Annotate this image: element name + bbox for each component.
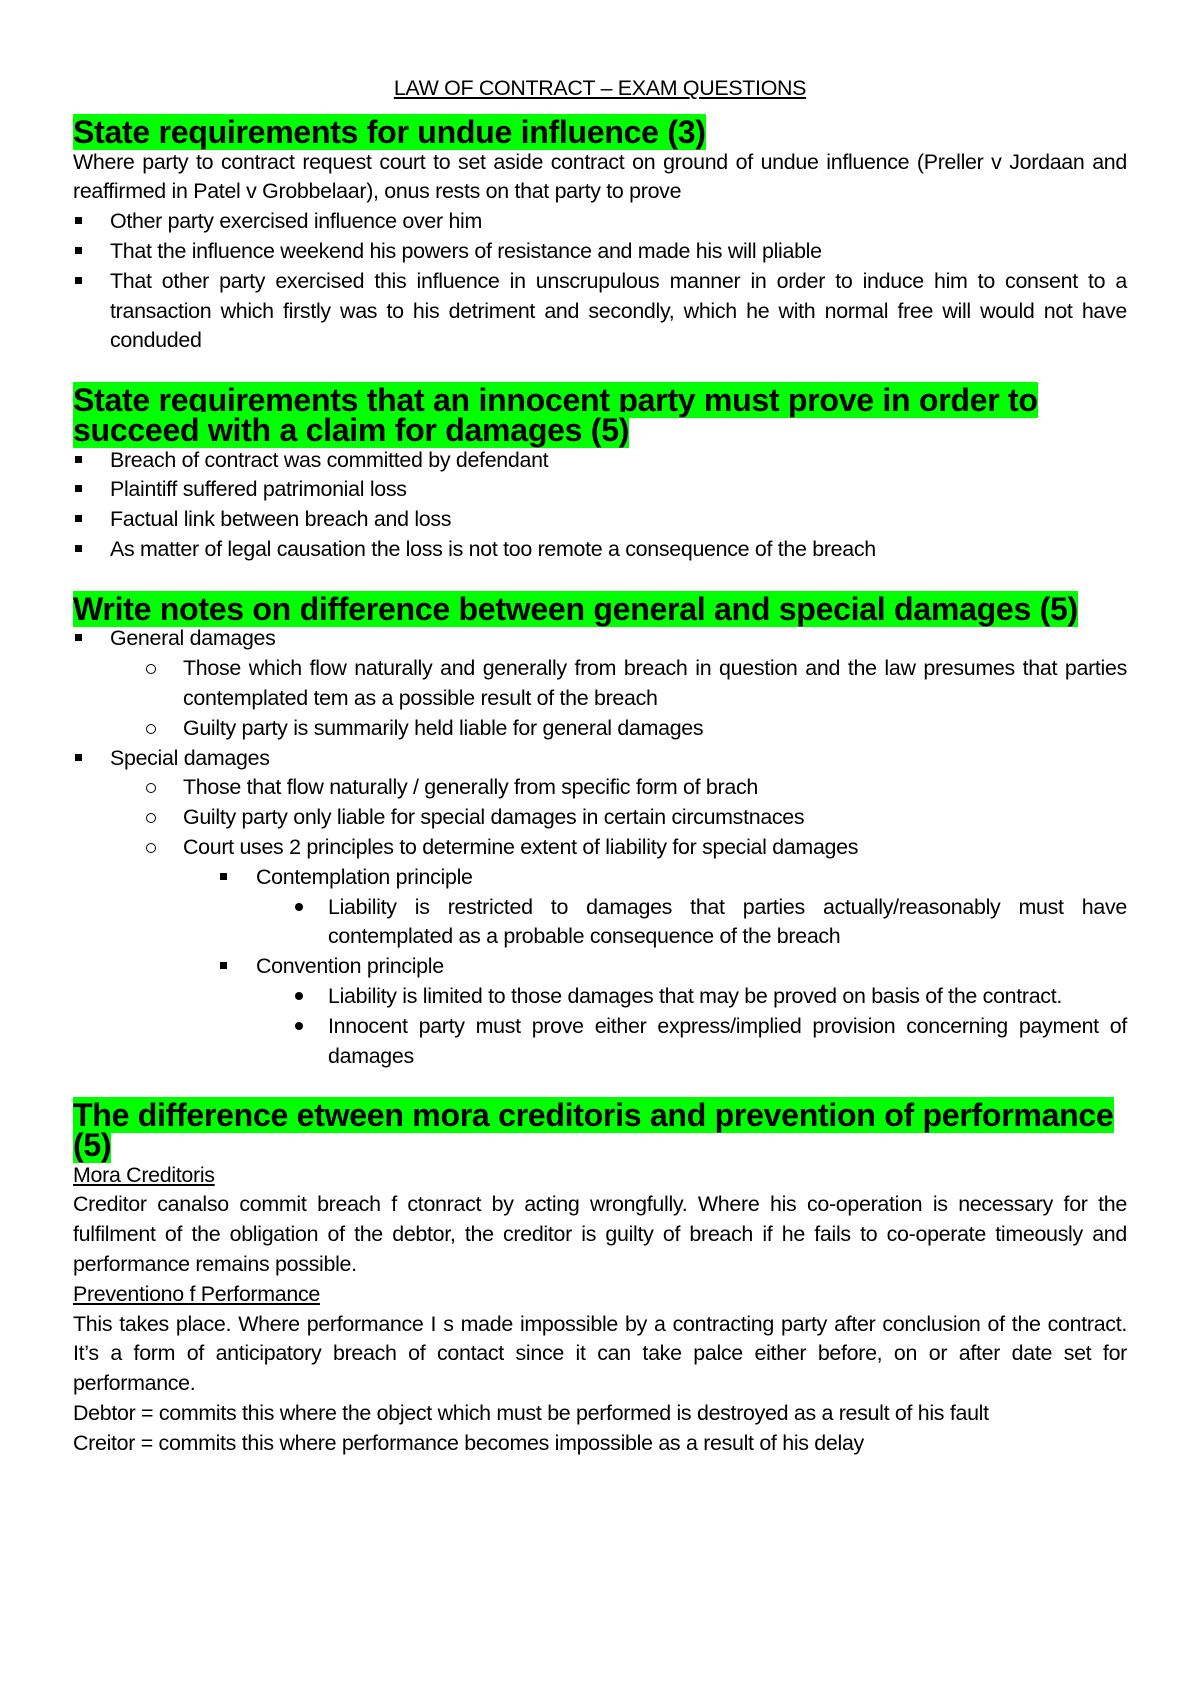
section-general-special-damages — [73, 590, 1127, 1072]
list-item: That other party exercised this influence in unscrupulous manner in order to induce him to consent to a transaction which firstly was to his detriment and secondly, which he with normal free will would not have conduded — [73, 267, 1127, 356]
list-item: Other party exercised influence over him — [73, 207, 1127, 237]
sub-list-item: Those that flow naturally / generally from specific form of brach — [73, 773, 1127, 803]
list-item: That the influence weekend his powers of resistance and made his will pliable — [73, 237, 1127, 267]
principle-item-convention: Convention principle — [73, 952, 1127, 982]
sub-list-item: Those which flow naturally and generally from breach in question and the law presumes that parties contemplated tem as a possible result of the breach — [73, 654, 1127, 714]
document-title: LAW OF CONTRACT – EXAM QUESTIONS — [393, 76, 807, 100]
bullet-list — [73, 207, 1127, 356]
section-intro: Where party to contract request court to set aside contract on ground of undue influence (Preller v Jordaan and reaffirmed in Patel v Grobbelaar), onus rests on that party to prove — [73, 149, 1127, 204]
principle-item-contemplation: Contemplation principle — [73, 863, 1127, 893]
highlighted-heading-text: State requirements for undue influence (3) — [73, 113, 706, 150]
subheading-mora-creditoris: Mora Creditoris — [73, 1162, 215, 1187]
section-undue-influence — [73, 113, 1127, 356]
principle-detail: Liability is restricted to damages that parties actually/reasonably must have contemplated as a probable consequence of the breach — [73, 893, 1127, 953]
bullet-list — [73, 624, 1127, 1071]
subheading-prevention-of-performance: Preventiono f Performance — [73, 1281, 320, 1306]
section-heading — [73, 113, 1127, 150]
list-item: Plaintiff suffered patrimonial loss — [73, 475, 1127, 505]
paragraph-prevention-of-performance: This takes place. Where performance I s made impossible by a contracting party after conclusion of the contract. It’s a form of anticipatory breach of contact since it can take palce either before, on or after date set for performance. — [73, 1311, 1127, 1396]
section-claim-for-damages — [73, 381, 1127, 565]
section-heading — [73, 1097, 1127, 1163]
list-item-general-damages: General damages — [73, 624, 1127, 654]
section-heading — [73, 381, 1127, 448]
list-item: Breach of contract was committed by defendant — [73, 446, 1127, 476]
highlighted-heading-text: Write notes on difference between general and special damages (5) — [73, 590, 1078, 627]
bullet-list — [73, 446, 1127, 565]
highlighted-heading-text: The difference etween mora creditoris and prevention of performance (5) — [73, 1097, 1114, 1163]
principle-detail: Liability is limited to those damages that may be proved on basis of the contract. — [73, 982, 1127, 1012]
list-item: As matter of legal causation the loss is not too remote a consequence of the breach — [73, 535, 1127, 565]
highlighted-heading-text: State requirements that an innocent party must prove in order to succeed with a claim for damages (5) — [73, 381, 1038, 448]
sub-list-item: Guilty party is summarily held liable for general damages — [73, 714, 1127, 744]
creditor-line: Creitor = commits this where performance becomes impossible as a result of his delay — [73, 1430, 864, 1455]
section-mora-creditoris — [73, 1097, 1127, 1459]
list-item: Factual link between breach and loss — [73, 505, 1127, 535]
paragraph-mora-creditoris: Creditor canalso commit breach f ctonract by acting wrongfully. Where his co-operation is necessary for the fulfilment of the obligation of the debtor, the creditor is guilty of breach if he fails to co-operate timeously and performance remains possible. — [73, 1192, 1127, 1277]
principle-detail: Innocent party must prove either express/implied provision concerning payment of damages — [73, 1012, 1127, 1072]
list-item-special-damages: Special damages — [73, 744, 1127, 774]
sub-list-item: Guilty party only liable for special damages in certain circumstnaces — [73, 803, 1127, 833]
section-heading — [73, 590, 1127, 627]
debtor-line: Debtor = commits this where the object which must be performed is destroyed as a result of his fault — [73, 1401, 989, 1426]
sub-list-item: Court uses 2 principles to determine extent of liability for special damages — [73, 833, 1127, 863]
